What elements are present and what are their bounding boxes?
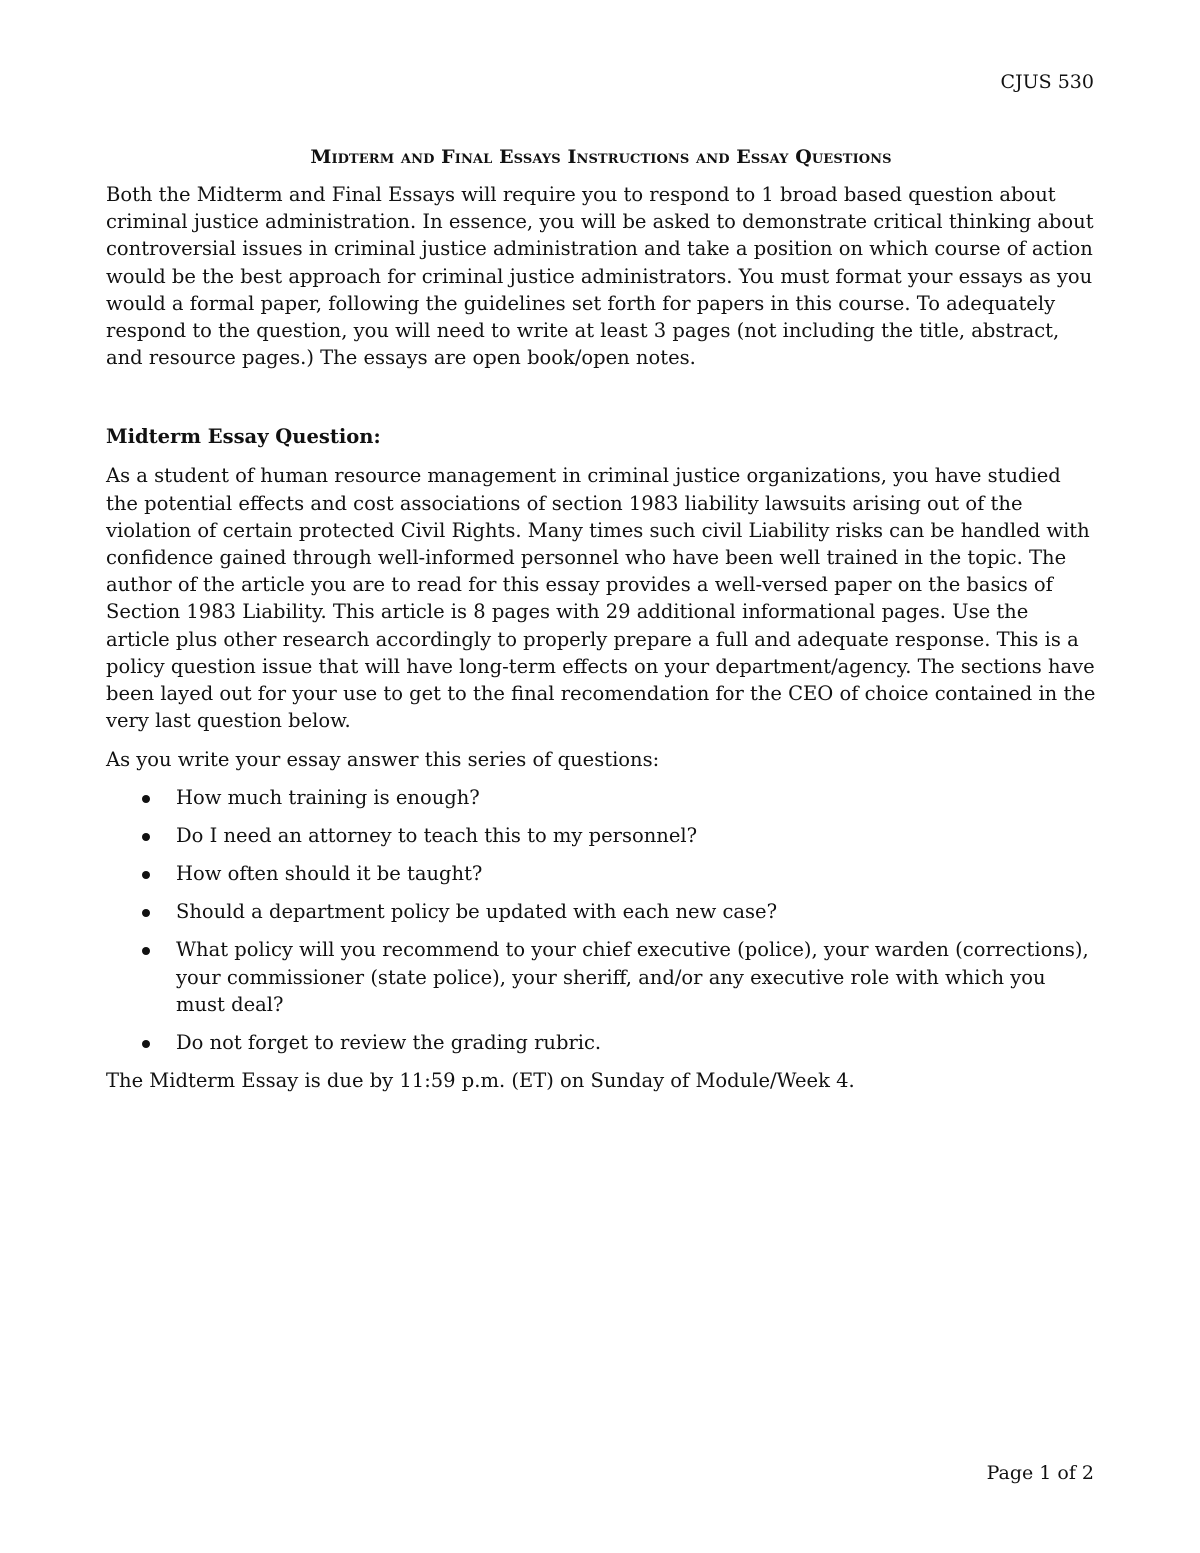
list-item [106,936,1096,1018]
question-text: How much training is enough? [176,785,480,809]
due-date-note: The Midterm Essay is due by 11:59 p.m. (ET) on Sunday of Module/Week 4. [106,1069,855,1093]
bullet-icon [142,1040,150,1048]
bullet-icon [142,871,150,879]
list-item [106,860,1096,887]
page-number-footer: Page 1 of 2 [986,1462,1094,1484]
course-code-header: CJUS 530 [1000,71,1094,93]
midterm-body-paragraph: As a student of human resource management in criminal justice organizations, you have studied the potential effects and cost associations of section 1983 liability lawsuits arising out of the violation of certain protected Civil Rights. Many times such civil Liability risks can be handled with confidence gained through well-informed personnel who have been well trained in the topic. The author of the article you are to read for this essay provides a well-versed paper on the basics of Section 1983 Liability. This article is 8 pages with 29 additional informational pages. Use the article plus other research accordingly to properly prepare a full and adequate response. This is a policy question issue that will have long-term effects on your department/agency. The sections have been layed out for your use to get to the final recomendation for the CEO of choice contained in the very last question below. [106,464,1096,733]
question-text: How often should it be taught? [176,862,483,886]
question-list [106,784,1096,1057]
midterm-heading: Midterm Essay Question: [106,425,381,449]
questions-lead-in: As you write your essay answer this series of questions: [106,748,660,772]
intro-paragraph: Both the Midterm and Final Essays will require you to respond to 1 broad based question about criminal justice administration. In essence, you will be asked to demonstrate critical thinking about controversial issues in criminal justice administration and take a position on which course of action would be the best approach for criminal justice administrators. You must format your essays as you would a formal paper, following the guidelines set forth for papers in this course. To adequately respond to the question, you will need to write at least 3 pages (not including the title, abstract, and resource pages.) The essays are open book/open notes. [106,183,1094,370]
document-title: Midterm and Final Essays Instructions and Essay Questions [310,146,892,168]
question-text: Do I need an attorney to teach this to my personnel? [176,823,698,847]
list-item [106,1029,1096,1056]
document-content [106,143,1096,1094]
list-item [106,822,1096,849]
question-text: Should a department policy be updated with each new case? [176,900,778,924]
bullet-icon [142,833,150,841]
question-text: What policy will you recommend to your chief executive (police), your warden (corrections), your commissioner (state police), your sheriff, and/or any executive role with which you must deal? [176,938,1089,1016]
bullet-icon [142,947,150,955]
question-text: Do not forget to review the grading rubric. [176,1031,602,1055]
bullet-icon [142,909,150,917]
list-item [106,898,1096,925]
bullet-icon [142,795,150,803]
list-item [106,784,1096,811]
